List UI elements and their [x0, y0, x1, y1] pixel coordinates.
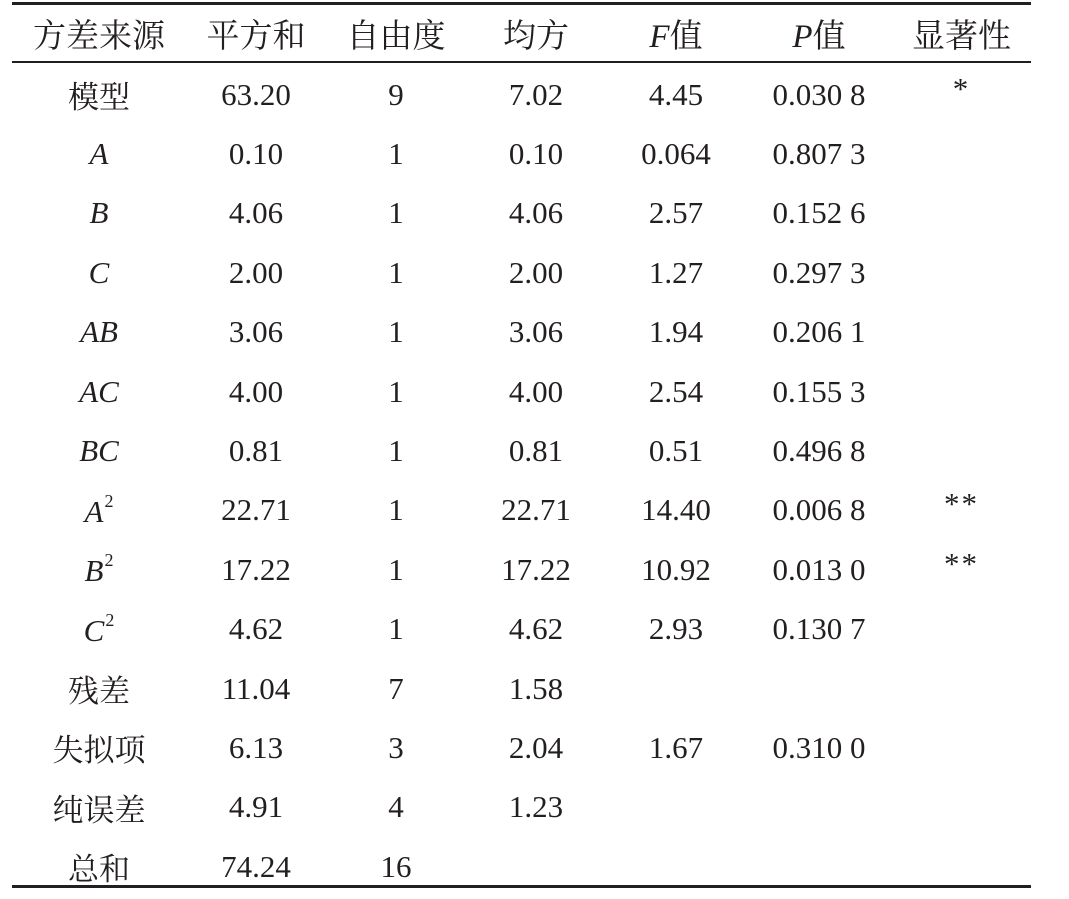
cell-degrees-of-freedom: 9 [388, 76, 404, 112]
cell-significance [892, 772, 1031, 831]
cell-source [12, 600, 186, 659]
cell-mean-square: 1.23 [508, 789, 564, 825]
cell-p-value: 0.030 8 [772, 76, 866, 112]
table-row [12, 600, 1031, 659]
cell-sum-of-squares: 4.91 [228, 789, 284, 825]
cell-mean-square: 17.22 [501, 551, 571, 587]
cell-f-value [606, 659, 746, 718]
cell-p-value [746, 659, 892, 718]
cell-degrees-of-freedom: 16 [380, 848, 412, 884]
cell-degrees-of-freedom: 1 [388, 195, 404, 231]
source-label: 残差 [68, 674, 130, 710]
cell-sum-of-squares: 4.06 [228, 195, 284, 231]
table-row [12, 303, 1031, 362]
header-significance: 显著性 [912, 19, 1011, 55]
cell-significance [892, 594, 1031, 653]
cell-significance [892, 712, 1031, 771]
cell-source [12, 243, 186, 302]
cell-mean-square: 0.10 [508, 136, 564, 172]
cell-sum-of-squares: 4.62 [228, 611, 284, 647]
cell-significance [892, 297, 1031, 356]
cell-mean-square: 22.71 [501, 492, 571, 528]
cell-p-value: 0.006 8 [772, 492, 866, 528]
cell-p-value: 0.310 0 [772, 729, 866, 765]
cell-f-value: 1.94 [648, 314, 704, 350]
cell-significance [892, 118, 1031, 177]
cell-degrees-of-freedom: 1 [388, 373, 404, 409]
cell-source [12, 481, 186, 540]
source-label: C [83, 612, 105, 648]
cell-significance: * [952, 70, 971, 106]
cell-significance: ** [944, 486, 979, 522]
source-label: AC [79, 373, 119, 409]
source-label: 纯误差 [52, 792, 146, 828]
cell-f-value [606, 837, 746, 896]
header-f-value [606, 0, 746, 65]
cell-mean-square: 3.06 [508, 314, 564, 350]
cell-mean-square [466, 837, 606, 896]
cell-degrees-of-freedom: 3 [388, 729, 404, 765]
cell-sum-of-squares: 6.13 [228, 729, 284, 765]
header-p-value [746, 0, 892, 65]
header-degrees-of-freedom: 自由度 [346, 19, 446, 55]
cell-significance: ** [944, 545, 979, 581]
cell-sum-of-squares: 17.22 [221, 551, 291, 587]
source-exponent: 2 [105, 609, 115, 630]
cell-degrees-of-freedom: 1 [388, 551, 404, 587]
cell-source [12, 124, 186, 183]
cell-p-value: 0.206 1 [772, 314, 866, 350]
cell-degrees-of-freedom: 1 [388, 492, 404, 528]
cell-source [12, 303, 186, 362]
source-label: A [84, 493, 104, 529]
cell-f-value: 14.40 [641, 492, 711, 528]
cell-sum-of-squares: 4.00 [228, 373, 284, 409]
cell-p-value: 0.152 6 [772, 195, 866, 231]
cell-f-value: 10.92 [641, 551, 711, 587]
header-row [12, 0, 1031, 65]
source-label: 总和 [68, 852, 130, 888]
cell-f-value: 0.51 [648, 433, 704, 469]
table-row [12, 243, 1031, 302]
cell-p-value: 0.155 3 [772, 373, 866, 409]
cell-degrees-of-freedom: 1 [388, 314, 404, 350]
cell-sum-of-squares: 63.20 [221, 76, 291, 112]
table-row [12, 421, 1031, 480]
cell-significance [892, 356, 1031, 415]
cell-mean-square: 0.81 [508, 433, 564, 469]
source-label: AB [80, 314, 118, 350]
cell-source [12, 362, 186, 421]
source-label: BC [79, 433, 119, 469]
cell-mean-square: 4.00 [508, 373, 564, 409]
table-row [12, 65, 1031, 124]
cell-mean-square: 2.04 [508, 729, 564, 765]
cell-p-value: 0.496 8 [772, 433, 866, 469]
cell-degrees-of-freedom: 1 [388, 611, 404, 647]
table-row [12, 778, 1031, 837]
cell-degrees-of-freedom: 1 [388, 254, 404, 290]
cell-source [12, 540, 186, 599]
header-f-letter: F [649, 19, 670, 55]
cell-sum-of-squares: 22.71 [221, 492, 291, 528]
cell-source [12, 718, 186, 777]
cell-degrees-of-freedom: 1 [388, 136, 404, 172]
cell-significance [892, 653, 1031, 712]
source-label: B [84, 553, 104, 589]
cell-f-value: 2.54 [648, 373, 704, 409]
header-p-letter: P [792, 19, 813, 55]
cell-source [12, 421, 186, 480]
cell-source [12, 837, 186, 896]
cell-f-value: 1.27 [648, 254, 704, 290]
table-row [12, 481, 1031, 540]
header-sum-of-squares: 平方和 [206, 19, 306, 55]
cell-significance [892, 237, 1031, 296]
cell-p-value [746, 778, 892, 837]
cell-mean-square: 4.62 [508, 611, 564, 647]
cell-p-value: 0.130 7 [772, 611, 866, 647]
header-mean-square: 均方 [503, 19, 569, 55]
cell-mean-square: 4.06 [508, 195, 564, 231]
cell-mean-square: 1.58 [508, 670, 564, 706]
cell-p-value: 0.807 3 [772, 136, 866, 172]
source-label: A [89, 136, 109, 172]
cell-f-value: 0.064 [641, 136, 711, 172]
source-label: 失拟项 [52, 733, 146, 769]
cell-f-value [606, 778, 746, 837]
cell-sum-of-squares: 0.10 [228, 136, 284, 172]
table-row [12, 718, 1031, 777]
source-exponent: 2 [104, 490, 114, 511]
cell-sum-of-squares: 3.06 [228, 314, 284, 350]
cell-f-value: 1.67 [648, 729, 704, 765]
source-label: C [88, 254, 110, 290]
source-exponent: 2 [104, 550, 114, 571]
cell-sum-of-squares: 11.04 [221, 670, 291, 706]
cell-p-value [746, 837, 892, 896]
header-p-suffix: 值 [812, 19, 846, 55]
cell-source [12, 65, 186, 124]
cell-significance [892, 831, 1031, 890]
cell-source [12, 659, 186, 718]
cell-sum-of-squares: 2.00 [228, 254, 284, 290]
cell-sum-of-squares: 0.81 [228, 433, 284, 469]
cell-mean-square: 2.00 [508, 254, 564, 290]
table-row [12, 362, 1031, 421]
cell-f-value: 2.57 [648, 195, 704, 231]
header-source: 方差来源 [33, 19, 165, 55]
cell-p-value: 0.297 3 [772, 254, 866, 290]
source-label: 模型 [68, 80, 130, 116]
table-row [12, 184, 1031, 243]
cell-significance [892, 415, 1031, 474]
cell-source [12, 184, 186, 243]
anova-table [12, 0, 1031, 896]
table-body [12, 65, 1031, 896]
table-row [12, 540, 1031, 599]
source-label: B [89, 195, 109, 231]
table-row [12, 124, 1031, 183]
table-row [12, 837, 1031, 896]
cell-f-value: 4.45 [648, 76, 704, 112]
cell-significance [892, 178, 1031, 237]
cell-f-value: 2.93 [648, 611, 704, 647]
cell-source [12, 778, 186, 837]
cell-sum-of-squares: 74.24 [221, 848, 291, 884]
table-row [12, 659, 1031, 718]
header-f-suffix: 值 [669, 19, 703, 55]
cell-mean-square: 7.02 [508, 76, 564, 112]
cell-degrees-of-freedom: 4 [388, 789, 404, 825]
cell-p-value: 0.013 0 [772, 551, 866, 587]
cell-degrees-of-freedom: 1 [388, 433, 404, 469]
cell-degrees-of-freedom: 7 [388, 670, 404, 706]
